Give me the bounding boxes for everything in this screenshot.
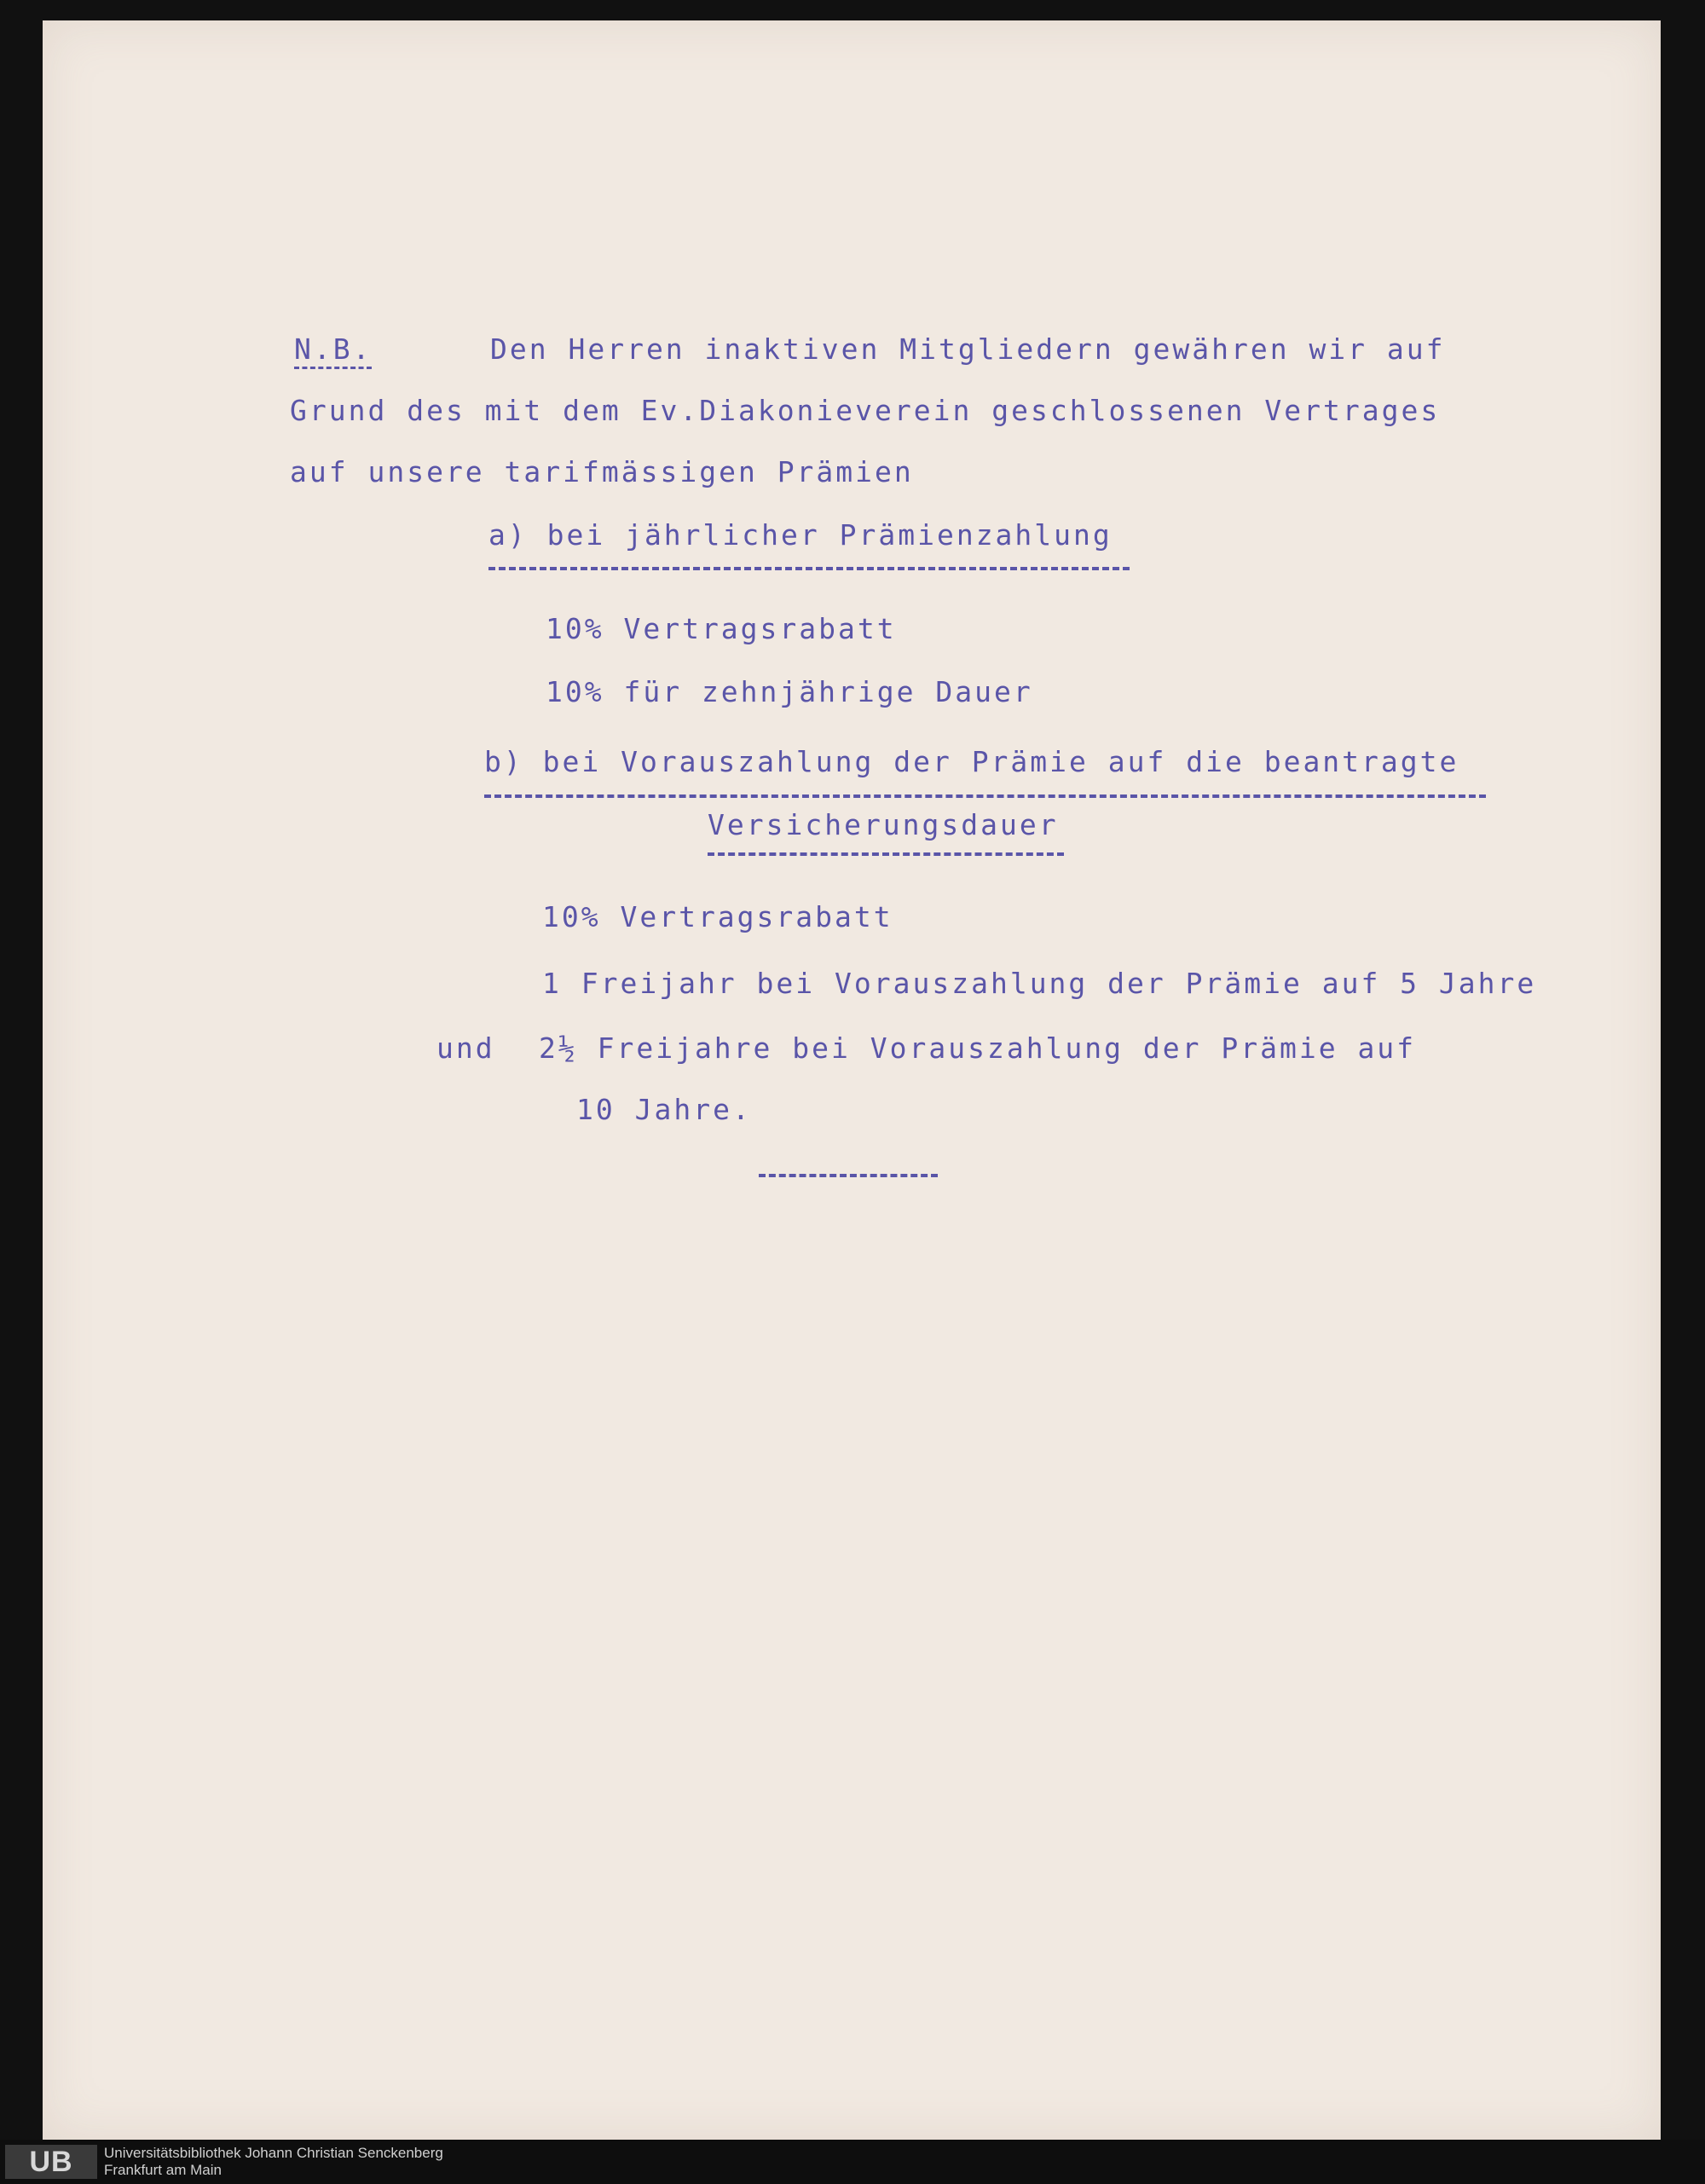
section-b-item-1: 10% Vertragsrabatt [542, 900, 893, 933]
section-b-item-3-prefix: und [436, 1031, 495, 1065]
section-b-item-3: 2½ Freijahre bei Vorauszahlung der Prämie auf [539, 1031, 1417, 1065]
paragraph-line-1: Den Herren inaktiven Mitgliedern gewähren wir auf [490, 332, 1446, 366]
section-b-item-2: 1 Freijahr bei Vorauszahlung der Prämie auf 5 Jahre [542, 967, 1537, 1000]
section-b-heading-continued: Versicherungsdauer [708, 808, 1059, 841]
nb-label: N.B. [294, 332, 372, 369]
library-name: Universitätsbibliothek Johann Christian Senckenberg [104, 2145, 443, 2161]
library-city: Frankfurt am Main [104, 2162, 222, 2178]
ub-logo: UB [5, 2145, 97, 2179]
closing-rule [759, 1174, 938, 1177]
section-b-underline [484, 794, 1486, 798]
section-b-continued-underline [708, 852, 1064, 856]
section-a-item-1: 10% Vertragsrabatt [546, 612, 897, 645]
section-b-item-3-continued: 10 Jahre. [576, 1093, 752, 1126]
paragraph-line-2: Grund des mit dem Ev.Diakonieverein geschlossenen Vertrages [290, 394, 1441, 427]
section-a-underline [488, 567, 1130, 570]
section-b-heading: b) bei Vorauszahlung der Prämie auf die beantragte [484, 745, 1459, 778]
section-a-heading: a) bei jährlicher Prämienzahlung [488, 518, 1113, 552]
paragraph-line-3: auf unsere tarifmässigen Prämien [290, 455, 914, 488]
section-a-item-2: 10% für zehnjährige Dauer [546, 675, 1033, 708]
